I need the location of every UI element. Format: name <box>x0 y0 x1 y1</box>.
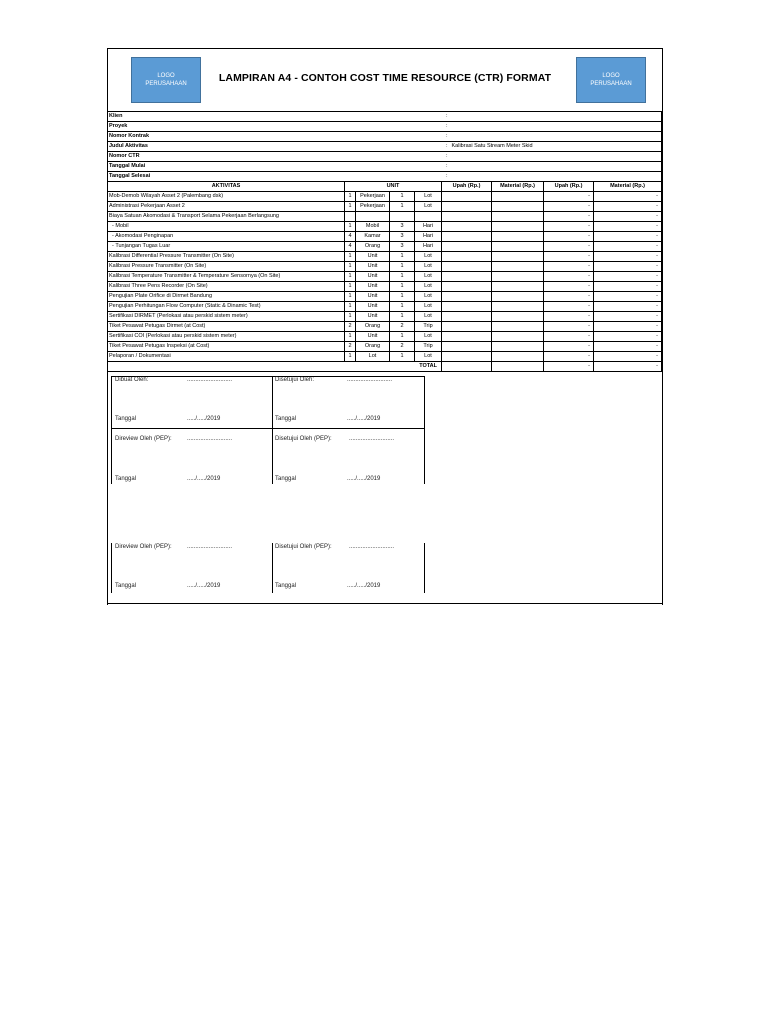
tanggal-value: ...../...../2019 <box>187 476 221 482</box>
quantity-2: 1 <box>390 272 415 282</box>
tanggal-value: ...../...../2019 <box>347 476 381 482</box>
activity-name: - Mobil <box>108 222 345 232</box>
info-row <box>108 132 662 142</box>
info-value-text: Kalibrasi Satu Stream Meter Skid <box>451 143 533 149</box>
tanggal-value: ...../...../2019 <box>187 583 221 589</box>
material-2-cell: - <box>594 232 662 242</box>
quantity-1: 1 <box>345 302 356 312</box>
material-1-cell <box>492 292 544 302</box>
logo-left-line-1: LOGO <box>157 73 175 79</box>
quantity-2: 1 <box>390 332 415 342</box>
upah-2-cell: - <box>544 302 594 312</box>
upah-1-cell <box>442 282 492 292</box>
quantity-2: 3 <box>390 222 415 232</box>
upah-1-cell <box>442 232 492 242</box>
material-1-cell <box>492 262 544 272</box>
material-2-cell: - <box>594 302 662 312</box>
info-value <box>442 112 662 122</box>
unit-2: Trip <box>415 342 442 352</box>
material-2-cell: - <box>594 192 662 202</box>
tanggal-label: Tanggal <box>115 416 137 422</box>
logo-right-line-1: LOGO <box>602 73 620 79</box>
material-1-cell <box>492 332 544 342</box>
direview-oleh-pep-label: Direview Oleh (PEP): <box>115 544 172 550</box>
quantity-1: 1 <box>345 352 356 362</box>
info-row <box>108 162 662 172</box>
info-value <box>442 152 662 162</box>
material-2-cell: - <box>594 222 662 232</box>
activity-name: - Akomodasi Penginapan <box>108 232 345 242</box>
upah-2-cell: - <box>544 322 594 332</box>
unit-1 <box>356 212 390 222</box>
unit-1: Orang <box>356 342 390 352</box>
activity-name: Kalibrasi Differential Pressure Transmitter (On Site) <box>108 252 345 262</box>
dibuat-oleh-label: Dibuat Oleh: <box>115 377 149 383</box>
table-row <box>108 342 662 352</box>
unit-1: Orang <box>356 242 390 252</box>
unit-1: Unit <box>356 262 390 272</box>
col-header-material-1: Material (Rp.) <box>492 182 544 192</box>
unit-2: Hari <box>415 242 442 252</box>
info-separator: : <box>445 153 448 159</box>
table-row <box>108 332 662 342</box>
upah-2-cell: - <box>544 252 594 262</box>
activity-name: Administrasi Pekerjaan Asset 2 <box>108 202 345 212</box>
tanggal-label: Tanggal <box>275 416 297 422</box>
info-separator: : <box>445 123 448 129</box>
direview-oleh-pep-label: Direview Oleh (PEP): <box>115 436 172 442</box>
signature-box-middle-border <box>111 428 425 429</box>
upah-1-cell <box>442 272 492 282</box>
material-2-cell: - <box>594 272 662 282</box>
quantity-1 <box>345 212 356 222</box>
quantity-2: 3 <box>390 242 415 252</box>
table-row <box>108 202 662 212</box>
unit-2: Lot <box>415 292 442 302</box>
upah-2-cell: - <box>544 332 594 342</box>
unit-2: Lot <box>415 312 442 322</box>
signature-box-right-border <box>424 376 425 484</box>
table-row <box>108 252 662 262</box>
unit-2: Lot <box>415 252 442 262</box>
unit-1: Lot <box>356 352 390 362</box>
disetujui-oleh-pep-dots: ........................... <box>349 544 395 550</box>
material-1-cell <box>492 312 544 322</box>
upah-1-cell <box>442 242 492 252</box>
disetujui-oleh-dots: ........................... <box>347 377 393 383</box>
total-label: TOTAL <box>108 362 442 372</box>
table-row <box>108 242 662 252</box>
total-cell <box>442 362 492 372</box>
table-row <box>108 312 662 322</box>
unit-2: Lot <box>415 202 442 212</box>
info-value <box>442 132 662 142</box>
info-row <box>108 172 662 182</box>
upah-2-cell: - <box>544 292 594 302</box>
col-header-aktivitas: AKTIVITAS <box>108 182 345 192</box>
quantity-2: 1 <box>390 292 415 302</box>
col-header-upah-2: Upah (Rp.) <box>544 182 594 192</box>
upah-1-cell <box>442 292 492 302</box>
table-row <box>108 272 662 282</box>
info-separator: : <box>445 163 448 169</box>
info-separator: : <box>445 143 448 149</box>
unit-2: Lot <box>415 272 442 282</box>
upah-2-cell: - <box>544 312 594 322</box>
table-row <box>108 292 662 302</box>
quantity-1: 1 <box>345 272 356 282</box>
info-value <box>442 142 662 152</box>
signature-box-left-border <box>111 376 112 484</box>
signature-box-2-right-border <box>424 543 425 593</box>
document-bottom-border <box>107 603 662 604</box>
upah-2-cell: - <box>544 242 594 252</box>
activity-name: Sertifikasi DIRMET (Perlokasi atau perskid sistem meter) <box>108 312 345 322</box>
quantity-1: 2 <box>345 342 356 352</box>
tanggal-label: Tanggal <box>275 583 297 589</box>
table-row <box>108 212 662 222</box>
unit-1: Orang <box>356 322 390 332</box>
quantity-1: 4 <box>345 232 356 242</box>
material-2-cell: - <box>594 352 662 362</box>
info-label: Tanggal Selesai <box>108 172 442 182</box>
unit-2: Lot <box>415 302 442 312</box>
info-value <box>442 162 662 172</box>
unit-2: Hari <box>415 222 442 232</box>
unit-2: Lot <box>415 192 442 202</box>
info-row <box>108 122 662 132</box>
table-header-row <box>108 182 662 192</box>
tanggal-label: Tanggal <box>115 476 137 482</box>
upah-1-cell <box>442 212 492 222</box>
quantity-1: 1 <box>345 332 356 342</box>
info-label: Proyek <box>108 122 442 132</box>
upah-2-cell: - <box>544 192 594 202</box>
quantity-2: 1 <box>390 312 415 322</box>
col-header-unit: UNIT <box>345 182 442 192</box>
quantity-2: 1 <box>390 262 415 272</box>
quantity-1: 1 <box>345 282 356 292</box>
direview-oleh-pep-dots: ........................... <box>187 436 233 442</box>
info-label: Klien <box>108 112 442 122</box>
upah-2-cell: - <box>544 342 594 352</box>
tanggal-value: ...../...../2019 <box>347 416 381 422</box>
upah-1-cell <box>442 222 492 232</box>
table-row <box>108 222 662 232</box>
info-row <box>108 142 662 152</box>
material-1-cell <box>492 352 544 362</box>
material-1-cell <box>492 192 544 202</box>
material-1-cell <box>492 342 544 352</box>
quantity-2: 2 <box>390 342 415 352</box>
signature-box-2-left-border <box>111 543 112 593</box>
unit-2: Lot <box>415 282 442 292</box>
material-2-cell: - <box>594 332 662 342</box>
company-logo-right <box>576 57 646 103</box>
ctr-table <box>107 111 662 372</box>
quantity-1: 1 <box>345 312 356 322</box>
material-1-cell <box>492 252 544 262</box>
table-row <box>108 322 662 332</box>
activity-name: Tiket Pesawat Petugas Dirmet (at Cost) <box>108 322 345 332</box>
table-row <box>108 282 662 292</box>
quantity-2 <box>390 212 415 222</box>
disetujui-oleh-pep-label: Disetujui Oleh (PEP): <box>275 544 332 550</box>
quantity-2: 1 <box>390 252 415 262</box>
tanggal-label: Tanggal <box>275 476 297 482</box>
material-2-cell: - <box>594 242 662 252</box>
material-2-cell: - <box>594 292 662 302</box>
upah-2-cell: - <box>544 202 594 212</box>
dibuat-oleh-dots: ........................... <box>187 377 233 383</box>
disetujui-oleh-pep-label: Disetujui Oleh (PEP): <box>275 436 332 442</box>
upah-2-cell: - <box>544 282 594 292</box>
material-2-cell: - <box>594 262 662 272</box>
col-header-material-2: Material (Rp.) <box>594 182 662 192</box>
tanggal-value: ...../...../2019 <box>347 583 381 589</box>
total-row <box>108 362 662 372</box>
quantity-1: 1 <box>345 222 356 232</box>
disetujui-oleh-pep-dots: ........................... <box>349 436 395 442</box>
info-separator: : <box>445 113 448 119</box>
unit-2: Lot <box>415 332 442 342</box>
info-label: Judul Aktivitas <box>108 142 442 152</box>
upah-1-cell <box>442 262 492 272</box>
quantity-2: 1 <box>390 282 415 292</box>
material-2-cell: - <box>594 282 662 292</box>
material-1-cell <box>492 322 544 332</box>
activity-name: - Tunjangan Tugas Luar <box>108 242 345 252</box>
direview-oleh-pep-dots: ........................... <box>187 544 233 550</box>
tanggal-label: Tanggal <box>115 583 137 589</box>
activity-name: Pengujian Perhitungan Flow Computer (Static & Dinamic Test) <box>108 302 345 312</box>
upah-2-cell: - <box>544 232 594 242</box>
info-row <box>108 112 662 122</box>
table-row <box>108 302 662 312</box>
upah-1-cell <box>442 192 492 202</box>
table-row <box>108 192 662 202</box>
company-logo-left <box>131 57 201 103</box>
material-2-cell: - <box>594 212 662 222</box>
upah-1-cell <box>442 352 492 362</box>
signature-box-divider <box>272 376 273 484</box>
activity-name: Kalibrasi Three Pens Recorder (On Site) <box>108 282 345 292</box>
unit-1: Pekerjaan <box>356 192 390 202</box>
unit-2: Lot <box>415 262 442 272</box>
info-separator: : <box>445 173 448 179</box>
unit-1: Kamar <box>356 232 390 242</box>
activity-name: Tiket Pesawat Petugas Inspeksi (at Cost) <box>108 342 345 352</box>
info-value <box>442 172 662 182</box>
material-2-cell: - <box>594 312 662 322</box>
signature-box-2-divider <box>272 543 273 593</box>
material-1-cell <box>492 202 544 212</box>
material-1-cell <box>492 212 544 222</box>
unit-1: Unit <box>356 292 390 302</box>
quantity-2: 1 <box>390 202 415 212</box>
material-1-cell <box>492 272 544 282</box>
material-1-cell <box>492 282 544 292</box>
unit-1: Unit <box>356 332 390 342</box>
document-title: LAMPIRAN A4 - CONTOH COST TIME RESOURCE (CTR) FORMAT <box>218 72 552 84</box>
quantity-2: 3 <box>390 232 415 242</box>
quantity-1: 2 <box>345 322 356 332</box>
material-2-cell: - <box>594 202 662 212</box>
quantity-1: 1 <box>345 202 356 212</box>
material-1-cell <box>492 232 544 242</box>
quantity-2: 1 <box>390 302 415 312</box>
upah-1-cell <box>442 312 492 322</box>
activity-name: Pelaporan / Dokumentasi <box>108 352 345 362</box>
info-separator: : <box>445 133 448 139</box>
material-1-cell <box>492 222 544 232</box>
upah-2-cell: - <box>544 352 594 362</box>
upah-2-cell: - <box>544 272 594 282</box>
unit-1: Unit <box>356 272 390 282</box>
unit-1: Unit <box>356 302 390 312</box>
tanggal-value: ...../...../2019 <box>187 416 221 422</box>
quantity-1: 1 <box>345 192 356 202</box>
info-value <box>442 122 662 132</box>
logo-left-line-2: PERUSAHAAN <box>145 81 187 87</box>
material-1-cell <box>492 242 544 252</box>
quantity-2: 1 <box>390 192 415 202</box>
quantity-1: 1 <box>345 292 356 302</box>
unit-1: Unit <box>356 282 390 292</box>
upah-2-cell: - <box>544 212 594 222</box>
unit-2: Trip <box>415 322 442 332</box>
material-1-cell <box>492 302 544 312</box>
upah-1-cell <box>442 322 492 332</box>
upah-1-cell <box>442 302 492 312</box>
activity-name: Kalibrasi Temperature Transmitter & Temperature Sensornya (On Site) <box>108 272 345 282</box>
upah-1-cell <box>442 202 492 212</box>
info-label: Nomor CTR <box>108 152 442 162</box>
unit-1: Unit <box>356 252 390 262</box>
activity-name: Kalibrasi Pressure Transmitter (On Site) <box>108 262 345 272</box>
quantity-1: 4 <box>345 242 356 252</box>
activity-name: Mob-Demob Wilayah Asset 2 (Palembang dsk) <box>108 192 345 202</box>
quantity-2: 1 <box>390 352 415 362</box>
col-header-upah-1: Upah (Rp.) <box>442 182 492 192</box>
info-label: Nomor Kontrak <box>108 132 442 142</box>
activity-name: Pengujian Plate Orifice di Dirmet Bandung <box>108 292 345 302</box>
quantity-1: 1 <box>345 252 356 262</box>
table-row <box>108 262 662 272</box>
upah-1-cell <box>442 332 492 342</box>
unit-1: Unit <box>356 312 390 322</box>
unit-1: Mobil <box>356 222 390 232</box>
upah-1-cell <box>442 342 492 352</box>
quantity-2: 2 <box>390 322 415 332</box>
upah-2-cell: - <box>544 262 594 272</box>
unit-1: Pekerjaan <box>356 202 390 212</box>
activity-name: Sertifikasi COI (Perlokasi atau perskid sistem meter) <box>108 332 345 342</box>
upah-2-cell: - <box>544 222 594 232</box>
table-row <box>108 232 662 242</box>
disetujui-oleh-label: Disetujui Oleh: <box>275 377 315 383</box>
material-2-cell: - <box>594 322 662 332</box>
total-material: - <box>594 362 662 372</box>
unit-2: Hari <box>415 232 442 242</box>
total-cell <box>492 362 544 372</box>
total-upah: - <box>544 362 594 372</box>
info-label: Tanggal Mulai <box>108 162 442 172</box>
upah-1-cell <box>442 252 492 262</box>
activity-name: Biaya Satuan Akomodasi & Transport Selama Pekerjaan Berlangsung <box>108 212 345 222</box>
table-row <box>108 352 662 362</box>
quantity-1: 1 <box>345 262 356 272</box>
material-2-cell: - <box>594 252 662 262</box>
unit-2 <box>415 212 442 222</box>
logo-right-line-2: PERUSAHAAN <box>590 81 632 87</box>
unit-2: Lot <box>415 352 442 362</box>
material-2-cell: - <box>594 342 662 352</box>
info-row <box>108 152 662 162</box>
